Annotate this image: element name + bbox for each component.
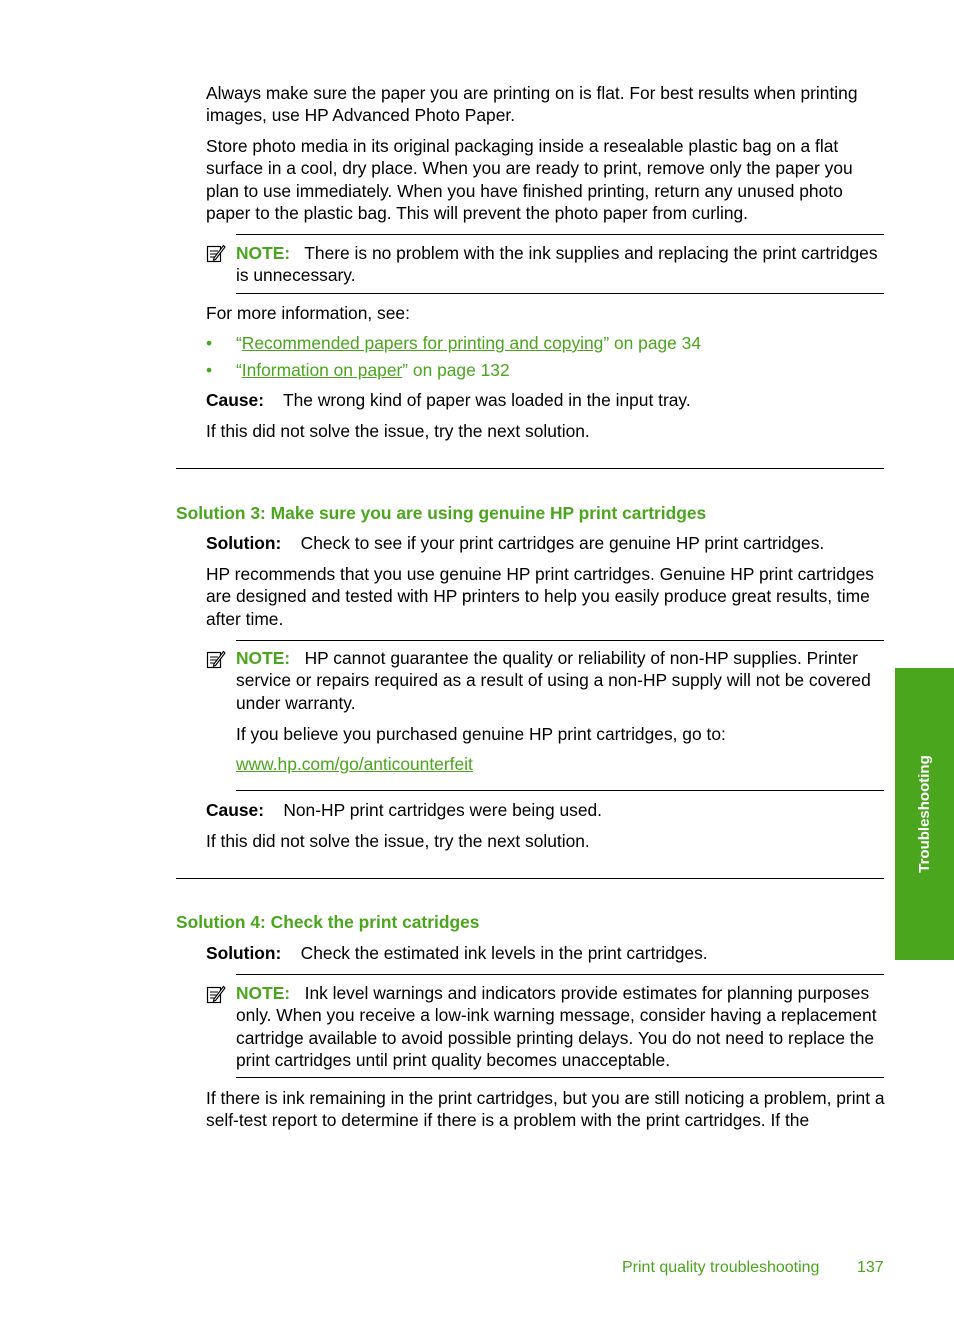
note-top-rule: [236, 974, 884, 975]
footer-page-number: 137: [857, 1259, 884, 1276]
solution-label: Solution:: [206, 943, 282, 963]
solution-label: Solution:: [206, 533, 282, 553]
solution-4-body: If there is ink remaining in the print cartridges, but you are still noticing a problem, print a self-test report to determine if there is a problem with the print cartridges. If the: [206, 1088, 885, 1131]
note-text: There is no problem with the ink supplies and replacing the print cartridges is unnecessary.: [236, 243, 878, 286]
next-solution-text: If this did not solve the issue, try the next solution.: [206, 831, 590, 851]
solution-4-solution: Solution: Check the estimated ink levels in the print cartridges.: [206, 943, 708, 963]
note-no-problem: [236, 242, 886, 287]
note-hp-guarantee: NOTE: HP cannot guarantee the quality or reliability of non-HP supplies. Printer service or repairs required as a result of using a non-HP supply will not be covered under warranty.: [236, 648, 871, 713]
cause-label: Cause:: [206, 800, 264, 820]
reference-information-on-paper: “Information on paper” on page 132: [236, 360, 510, 380]
note-bottom-rule: [236, 1077, 884, 1078]
note-icon: [206, 984, 226, 1004]
link-recommended-papers[interactable]: Recommended papers for printing and copying: [241, 333, 604, 353]
note-label: NOTE:: [236, 648, 291, 668]
note-icon: [206, 649, 226, 669]
next-solution-text: If this did not solve the issue, try the next solution.: [206, 421, 590, 441]
solution-3-solution: Solution: Check to see if your print cartridges are genuine HP print cartridges.: [206, 533, 825, 553]
paragraph-store-photo-media: Store photo media in its original packaging inside a resealable plastic bag on a flat surface in a cool, dry place. When you are ready to print, remove only the paper you plan to use immediately. When you have finished printing, return any unused photo paper to the plastic bag. This will prevent the photo paper from curling.: [206, 136, 853, 224]
side-tab-label: Troubleshooting: [915, 755, 933, 873]
note-label: NOTE:: [236, 243, 291, 263]
paragraph-flat-paper: Always make sure the paper you are printing on is flat. For best results when printing images, use HP Advanced Photo Paper.: [206, 83, 858, 126]
note-genuine-go-to: If you believe you purchased genuine HP print cartridges, go to:: [236, 724, 726, 744]
side-tab: [895, 668, 954, 960]
reference-recommended-papers: “Recommended papers for printing and copying” on page 34: [236, 333, 702, 353]
footer-section-title: Print quality troubleshooting: [622, 1259, 820, 1276]
solution-4-heading: Solution 4: Check the print catridges: [176, 912, 480, 932]
cause-non-hp: Cause: Non-HP print cartridges were being used.: [206, 800, 602, 820]
link-anticounterfeit[interactable]: www.hp.com/go/anticounterfeit: [236, 754, 473, 774]
note-top-rule: [236, 640, 884, 641]
solution-3-heading: Solution 3: Make sure you are using genuine HP print cartridges: [176, 503, 707, 523]
more-info-text: For more information, see:: [206, 303, 410, 323]
link-information-on-paper[interactable]: Information on paper: [241, 360, 403, 380]
note-bottom-rule: [236, 790, 884, 791]
cause-label: Cause:: [206, 390, 264, 410]
note-bottom-rule: [236, 293, 884, 294]
cause-wrong-paper: Cause: The wrong kind of paper was loaded in the input tray.: [206, 390, 691, 410]
note-label: NOTE:: [236, 983, 291, 1003]
note-top-rule: [236, 234, 884, 235]
bullet: •: [206, 360, 213, 380]
note-ink-level: NOTE: Ink level warnings and indicators provide estimates for planning purposes only. When you receive a low-ink warning message, consider having a replacement cartridge available to avoid possible printing delays. You do not need to replace the print cartridges until print quality becomes unacceptable.: [236, 983, 877, 1071]
solution-3-body: HP recommends that you use genuine HP print cartridges. Genuine HP print cartridges are designed and tested with HP printers to help you easily produce great results, time after time.: [206, 564, 874, 629]
note-icon: [206, 243, 226, 263]
bullet: •: [206, 333, 213, 353]
section-divider: [176, 878, 884, 879]
section-divider: [176, 468, 884, 469]
